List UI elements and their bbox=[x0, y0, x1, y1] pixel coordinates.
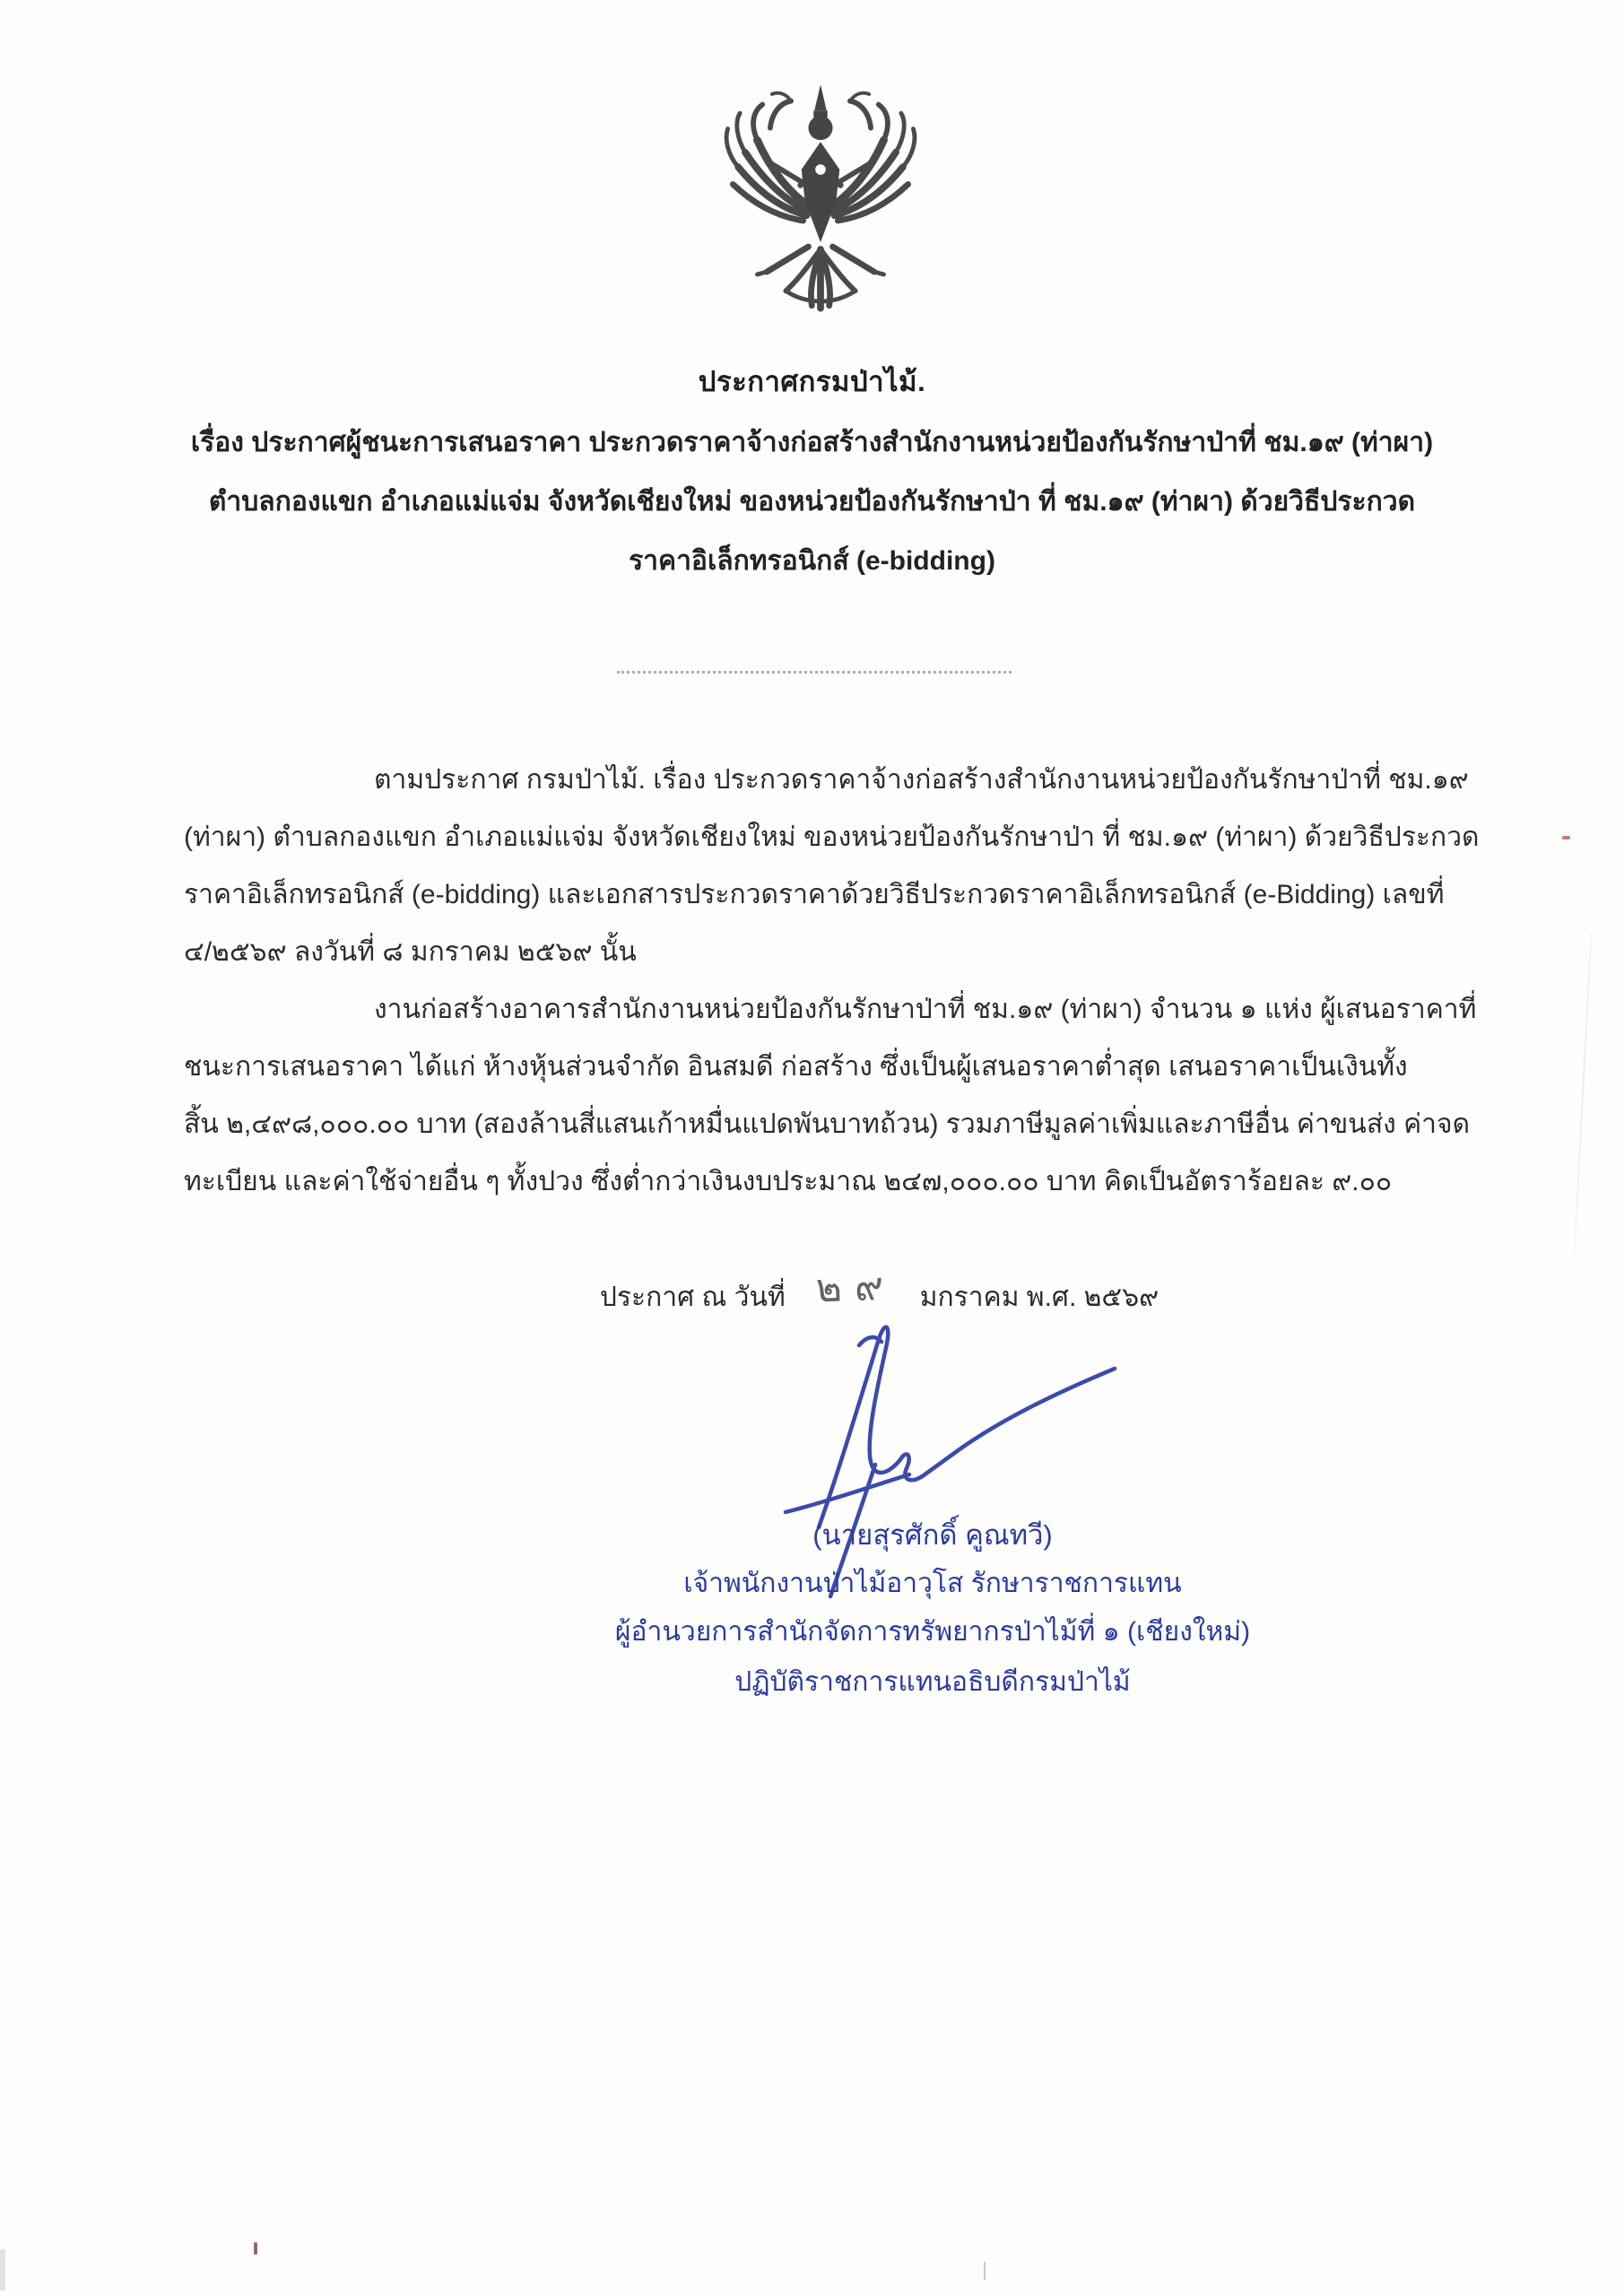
body-line: งานก่อสร้างอาคารสำนักงานหน่วยป้องกันรักษาป่าที่ ชม.๑๙ (ท่าผา) จำนวน ๑ แห่ง ผู้เสนอราคาที่ bbox=[374, 995, 1477, 1024]
body-text bbox=[184, 752, 1502, 1211]
signatory-name: (นายสุรศักดิ์ คูณทวี) bbox=[812, 1519, 1053, 1551]
scan-artifact-red-speck bbox=[1562, 836, 1570, 839]
section-divider bbox=[617, 671, 1012, 674]
signatory-position: เจ้าพนักงานป่าไม้อาวุโส รักษาราชการแทน bbox=[683, 1569, 1182, 1598]
issue-date-suffix: มกราคม พ.ศ. ๒๕๖๙ bbox=[919, 1283, 1159, 1312]
signatory-acting-for-line1: ผู้อำนวยการสำนักจัดการทรัพยากรป่าไม้ที่ ๑ (เชียงใหม่) bbox=[614, 1617, 1251, 1647]
body-line: ชนะการเสนอราคา ได้แก่ ห้างหุ้นส่วนจำกัด อินสมดี ก่อสร้าง ซึ่งเป็นผู้เสนอราคาต่ำสุด เสนอราคาเป็นเงินทั้ง bbox=[184, 1052, 1408, 1082]
subject-line-1: เรื่อง ประกาศผู้ชนะการเสนอราคา ประกวดราคาจ้างก่อสร้างสำนักงานหน่วยป้องกันรักษาป่าที่ ชม.๑๙ (ท่าผา) bbox=[190, 428, 1434, 457]
scan-artifact-maroon-speck bbox=[254, 2242, 257, 2255]
scan-artifact-edge-smudge bbox=[0, 2249, 5, 2291]
subject-line-2: ตำบลกองแขก อำเภอแม่แจ่ม จังหวัดเชียงใหม่ ของหน่วยป้องกันรักษาป่า ที่ ชม.๑๙ (ท่าผา) ด้วยวิธีประกวด bbox=[208, 487, 1416, 517]
body-line: ทะเบียน และค่าใช้จ่ายอื่น ๆ ทั้งปวง ซึ่งต่ำกว่าเงินงบประมาณ ๒๔๗,๐๐๐.๐๐ บาท คิดเป็นอัตราร้อยละ ๙.๐๐ bbox=[184, 1167, 1393, 1196]
body-line: ๔/๒๕๖๙ ลงวันที่ ๘ มกราคม ๒๕๖๙ นั้น bbox=[184, 937, 637, 967]
scan-artifact-grey-mark bbox=[984, 2262, 986, 2280]
body-line: ตามประกาศ กรมป่าไม้. เรื่อง ประกวดราคาจ้างก่อสร้างสำนักงานหน่วยป้องกันรักษาป่าที่ ชม.๑๙ bbox=[374, 765, 1469, 795]
garuda-emblem-icon bbox=[716, 77, 925, 316]
issue-date-prefix: ประกาศ ณ วันที่ bbox=[599, 1283, 786, 1312]
document-title: ประกาศกรมป่าไม้. bbox=[698, 366, 926, 397]
body-line: ราคาอิเล็กทรอนิกส์ (e-bidding) และเอกสารประกวดราคาด้วยวิธีประกวดราคาอิเล็กทรอนิกส์ (e-Bidding) เลขที่ bbox=[184, 880, 1445, 909]
signatory-acting-for-line2: ปฏิบัติราชการแทนอธิบดีกรมป่าไม้ bbox=[734, 1667, 1131, 1697]
body-line: (ท่าผา) ตำบลกองแขก อำเภอแม่แจ่ม จังหวัดเชียงใหม่ ของหน่วยป้องกันรักษาป่า ที่ ชม.๑๙ (ท่าผา) ด้วยวิธีประกวด bbox=[184, 822, 1480, 852]
scan-artifact-paper-crease bbox=[1574, 933, 1593, 1256]
subject-line-3: ราคาอิเล็กทรอนิกส์ (e-bidding) bbox=[629, 546, 995, 576]
issue-date-line bbox=[0, 1261, 1624, 1324]
body-line: สิ้น ๒,๔๙๘,๐๐๐.๐๐ บาท (สองล้านสี่แสนเก้าหมื่นแปดพันบาทถ้วน) รวมภาษีมูลค่าเพิ่มและภาษีอื่น ค่าขนส่ง ค่าจด bbox=[184, 1109, 1471, 1139]
handwritten-day: ๒๙ bbox=[815, 1264, 898, 1311]
